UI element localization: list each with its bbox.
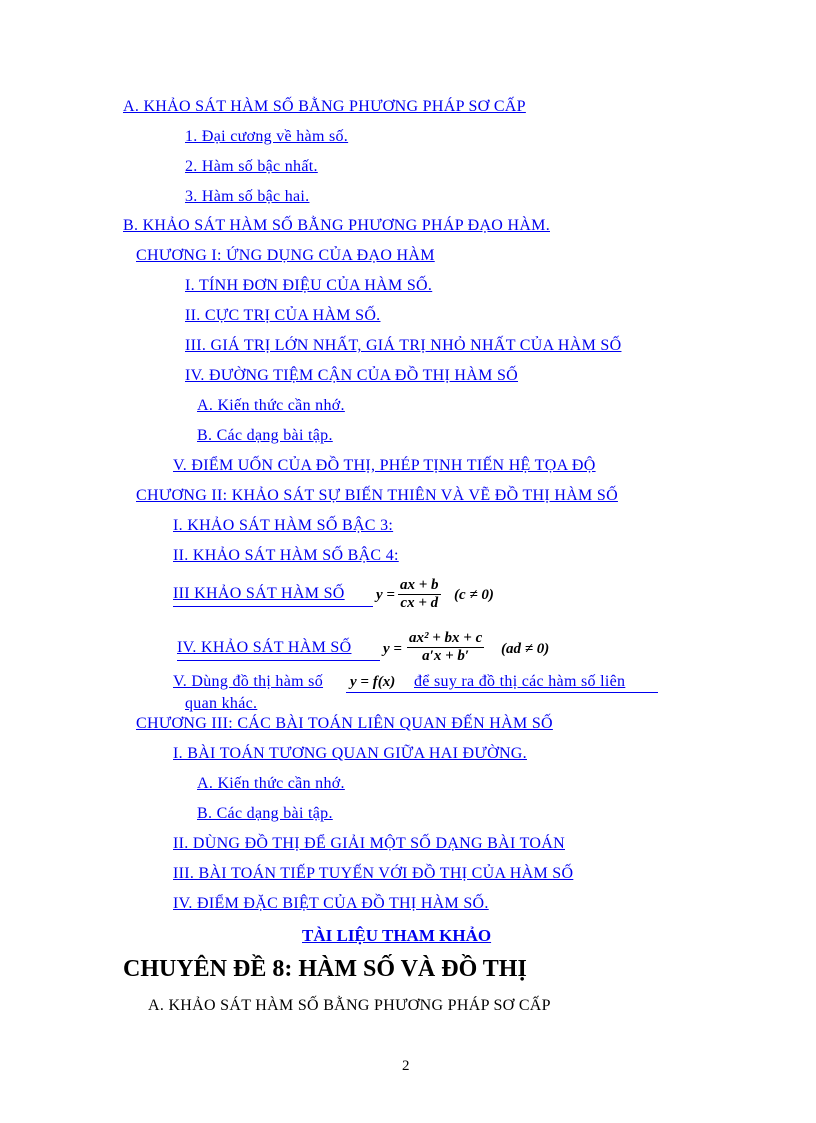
toc-link-ch3-i-a[interactable]: A. Kiến thức cần nhớ.	[197, 775, 345, 792]
formula-fraction	[407, 630, 484, 665]
toc-link-chapter-2[interactable]: CHƯƠNG II: KHẢO SÁT SỰ BIẾN THIÊN VÀ VẼ ĐỒ THỊ HÀM SỐ	[136, 487, 618, 504]
underline	[173, 606, 373, 607]
toc-link-ch3-i[interactable]: I. BÀI TOÁN TƯƠNG QUAN GIỮA HAI ĐƯỜNG.	[173, 745, 527, 762]
chapter-title: CHUYÊN ĐỀ 8: HÀM SỐ VÀ ĐỒ THỊ	[123, 956, 527, 982]
toc-link-ch1-ii[interactable]: II. CỰC TRỊ CỦA HÀM SỐ.	[185, 307, 381, 324]
formula-denominator: a′x + b′	[422, 648, 470, 664]
toc-link-a1[interactable]: 1. Đại cương về hàm số.	[185, 128, 349, 145]
toc-link-ch1-i[interactable]: I. TÍNH ĐƠN ĐIỆU CỦA HÀM SỐ.	[185, 277, 433, 294]
toc-link-chapter-1[interactable]: CHƯƠNG I: ỨNG DỤNG CỦA ĐẠO HÀM	[136, 247, 435, 264]
toc-link-a2[interactable]: 2. Hàm số bậc nhất.	[185, 158, 318, 175]
toc-link-section-a[interactable]: A. KHẢO SÁT HÀM SỐ BẰNG PHƯƠNG PHÁP SƠ CẤP	[123, 98, 526, 115]
toc-link-ch2-ii[interactable]: II. KHẢO SÁT HÀM SỐ BẬC 4:	[173, 547, 399, 564]
toc-link-ch1-iv-b[interactable]: B. Các dạng bài tập.	[197, 427, 333, 444]
toc-link-ch1-iv-a[interactable]: A. Kiến thức cần nhớ.	[197, 397, 345, 414]
toc-link-ch2-iii[interactable]: III KHẢO SÁT HÀM SỐ	[173, 585, 345, 602]
toc-link-ch1-iii[interactable]: III. GIÁ TRỊ LỚN NHẤT, GIÁ TRỊ NHỎ NHẤT CỦA HÀM SỐ	[185, 337, 622, 354]
formula-inline: y = f(x)	[350, 674, 396, 690]
toc-link-chapter-3[interactable]: CHƯƠNG III: CÁC BÀI TOÁN LIÊN QUAN ĐẾN HÀM SỐ	[136, 715, 553, 732]
toc-link-ch2-v-cont[interactable]: để suy ra đồ thị các hàm số liên	[414, 673, 626, 690]
toc-link-references[interactable]: TÀI LIỆU THAM KHẢO	[302, 926, 492, 945]
toc-link-ch1-v[interactable]: V. ĐIỂM UỐN CỦA ĐỒ THỊ, PHÉP TỊNH TIẾN HỆ TỌA ĐỘ	[173, 457, 596, 474]
formula-lhs: y =	[383, 641, 402, 657]
toc-link-ch3-iv[interactable]: IV. ĐIỂM ĐẶC BIỆT CỦA ĐỒ THỊ HÀM SỐ.	[173, 895, 489, 912]
toc-link-ch3-ii[interactable]: II. DÙNG ĐỒ THỊ ĐỂ GIẢI MỘT SỐ DẠNG BÀI TOÁN	[173, 835, 565, 852]
underline	[177, 660, 380, 661]
formula-numerator: ax² + bx + c	[409, 630, 483, 646]
toc-link-ch2-iv[interactable]: IV. KHẢO SÁT HÀM SỐ	[177, 639, 352, 656]
formula-condition: (ad ≠ 0)	[501, 641, 550, 657]
toc-link-section-b[interactable]: B. KHẢO SÁT HÀM SỐ BẰNG PHƯƠNG PHÁP ĐẠO HÀM.	[123, 217, 550, 234]
section-heading: A. KHẢO SÁT HÀM SỐ BẰNG PHƯƠNG PHÁP SƠ CẤP	[148, 997, 551, 1014]
formula-condition: (c ≠ 0)	[454, 587, 494, 603]
toc-link-ch1-iv[interactable]: IV. ĐƯỜNG TIỆM CẬN CỦA ĐỒ THỊ HÀM SỐ	[185, 367, 519, 384]
formula-lhs: y =	[376, 587, 395, 603]
toc-link-a3[interactable]: 3. Hàm số bậc hai.	[185, 188, 310, 205]
page-number: 2	[402, 1058, 410, 1074]
toc-link-ch3-i-b[interactable]: B. Các dạng bài tập.	[197, 805, 333, 822]
toc-link-ch3-iii[interactable]: III. BÀI TOÁN TIẾP TUYẾN VỚI ĐỒ THỊ CỦA HÀM SỐ	[173, 865, 574, 882]
toc-link-ch2-v-wrap[interactable]: quan khác.	[185, 695, 258, 712]
toc-link-ch2-i[interactable]: I. KHẢO SÁT HÀM SỐ BẬC 3:	[173, 517, 394, 534]
formula-fraction	[398, 577, 441, 612]
formula-denominator: cx + d	[400, 595, 439, 611]
toc-link-ch2-v[interactable]: V. Dùng đồ thị hàm số	[173, 673, 324, 690]
formula-numerator: ax + b	[400, 577, 439, 593]
underline	[346, 692, 658, 693]
